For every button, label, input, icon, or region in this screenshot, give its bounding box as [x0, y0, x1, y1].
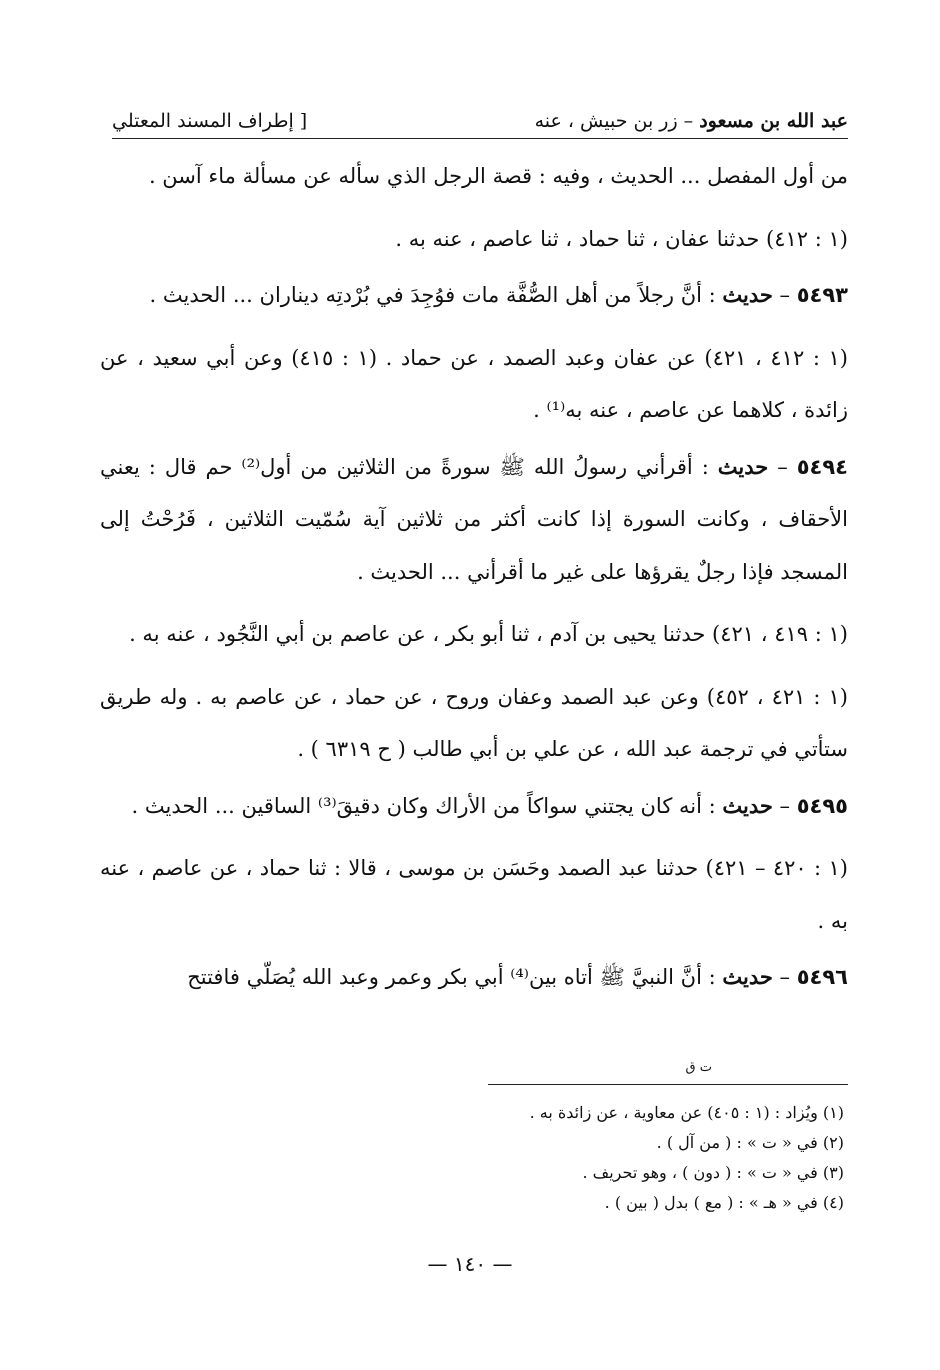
- paragraph: [100, 332, 848, 437]
- page-number: — ١٤٠ —: [427, 1252, 513, 1276]
- header-title-bold: عبد الله بن مسعود: [699, 110, 848, 132]
- footnote: (٢) في « ت » : ( من آل ) .: [656, 1133, 844, 1152]
- header-title: [535, 110, 848, 132]
- hadith-label: حديث: [722, 282, 773, 307]
- paragraph-text: (١ : ٤٢٠ – ٤٢١) حدثنا عبد الصمد وحَسَن بن موسى ، قالا : ثنا حماد ، عن عاصم ، عنه به .: [100, 856, 848, 933]
- hadith-number: ٥٤٩٣: [796, 283, 848, 307]
- footnote: (٣) في « ت » : ( دون ) ، وهو تحريف .: [582, 1163, 844, 1182]
- paragraph-text: (١ : ٤١٢) حدثنا عفان ، ثنا حماد ، ثنا عاصم ، عنه به .: [395, 226, 848, 251]
- footnotes: [300, 1098, 844, 1218]
- paragraph-text: : أقرأني رسولُ الله ﷺ سورةً من الثلاثين من أول⁽²⁾ حم قال : يعني الأحقاف ، وكانت السورة إذا كانت أكثر من ثلاثين آية سُمّيت الثلاثين ، فَرُحْتُ إلى المسجد فإذا رجلٌ يقرؤها على غير ما أقرأني ... الحديث .: [100, 454, 848, 584]
- hadith-entry: ٥٤٩٥ – حديث : أنه كان يجتني سواكاً من الأراك وكان دقيقَ⁽³⁾ الساقين ... الحديث .: [131, 792, 848, 818]
- hadith-number: ٥٤٩٥: [796, 793, 848, 818]
- paragraph: [100, 842, 848, 947]
- hadith-label: حديث: [722, 964, 773, 989]
- hadith-label: حديث: [717, 453, 769, 479]
- paragraph-text: (١ : ٤١٩ ، ٤٢١) حدثنا يحيى بن آدم ، ثنا أبو بكر ، عن عاصم بن أبي النَّجُود ، عنه به .: [129, 622, 848, 646]
- hadith-label: حديث: [722, 792, 773, 818]
- paragraph-text: من أول المفصل ... الحديث ، وفيه : قصة الرجل الذي سأله عن مسألة ماء آسن .: [148, 164, 848, 188]
- main-text: [100, 150, 848, 1008]
- paragraph: [100, 608, 848, 661]
- hadith-number: ٥٤٩٦: [796, 965, 848, 989]
- sigla-mark: ت ق: [685, 1060, 712, 1075]
- footnote: (٤) في « هـ » : ( مع ) بدل ( بين ) .: [604, 1193, 844, 1212]
- paragraph-text: : أنَّ رجلاً من أهل الصُّفَّة مات فوُجِدَ في بُرْدتِه ديناران ... الحديث .: [149, 283, 723, 307]
- paragraph: [100, 213, 848, 266]
- header-book-title: [ إطراف المسند المعتلي: [112, 110, 308, 132]
- paragraph-text: : أنه كان يجتني سواكاً من الأراك وكان دقيقَ⁽³⁾ الساقين ... الحديث .: [131, 793, 723, 818]
- paragraph-text: : أنَّ النبيَّ ﷺ أتاه بين⁽⁴⁾ أبي بكر وعمر وعبد الله يُصَلّي فافتتح: [187, 965, 723, 989]
- header-title-rest: – زر بن حبيش ، عنه: [534, 110, 700, 132]
- hadith-entry: ٥٤٩٣ – حديث : أنَّ رجلاً من أهل الصُّفَّة مات فوُجِدَ في بُرْدتِه ديناران ... الحديث .: [149, 282, 848, 307]
- paragraph: [100, 150, 848, 203]
- hadith-entry: ٥٤٩٦ – حديث : أنَّ النبيَّ ﷺ أتاه بين⁽⁴⁾ أبي بكر وعمر وعبد الله يُصَلّي فافتتح: [187, 964, 848, 989]
- footnote: (١) ويُزاد : (١ : ٤٠٥) عن معاوية ، عن زائدة به .: [529, 1103, 844, 1122]
- footnote-divider: [488, 1084, 848, 1085]
- hadith-number: ٥٤٩٤: [796, 454, 848, 479]
- paragraph-text: (١ : ٤٢١ ، ٤٥٢) وعن عبد الصمد وعفان وروح ، عن حماد ، عن عاصم به . وله طريق ستأتي في ترجمة عبد الله ، عن علي بن أبي طالب ( ح ٦٣١٩ ) .: [100, 684, 848, 761]
- paragraph: [100, 671, 848, 776]
- hadith-entry: ٥٤٩٤ – حديث : أقرأني رسولُ الله ﷺ سورةً من الثلاثين من أول⁽²⁾ حم قال : يعني الأحقاف ، وكانت السورة إذا كانت أكثر من ثلاثين آية سُمّيت الثلاثين ، فَرُحْتُ إلى المسجد فإذا رجلٌ يقرؤها على غير ما أقرأني ... الحديث .: [100, 453, 848, 584]
- paragraph-text: (١ : ٤١٢ ، ٤٢١) عن عفان وعبد الصمد ، عن حماد . (١ : ٤١٥) وعن أبي سعيد ، عن زائدة ، كلاهما عن عاصم ، عنه به⁽¹⁾ .: [100, 345, 848, 422]
- running-header: [112, 96, 848, 139]
